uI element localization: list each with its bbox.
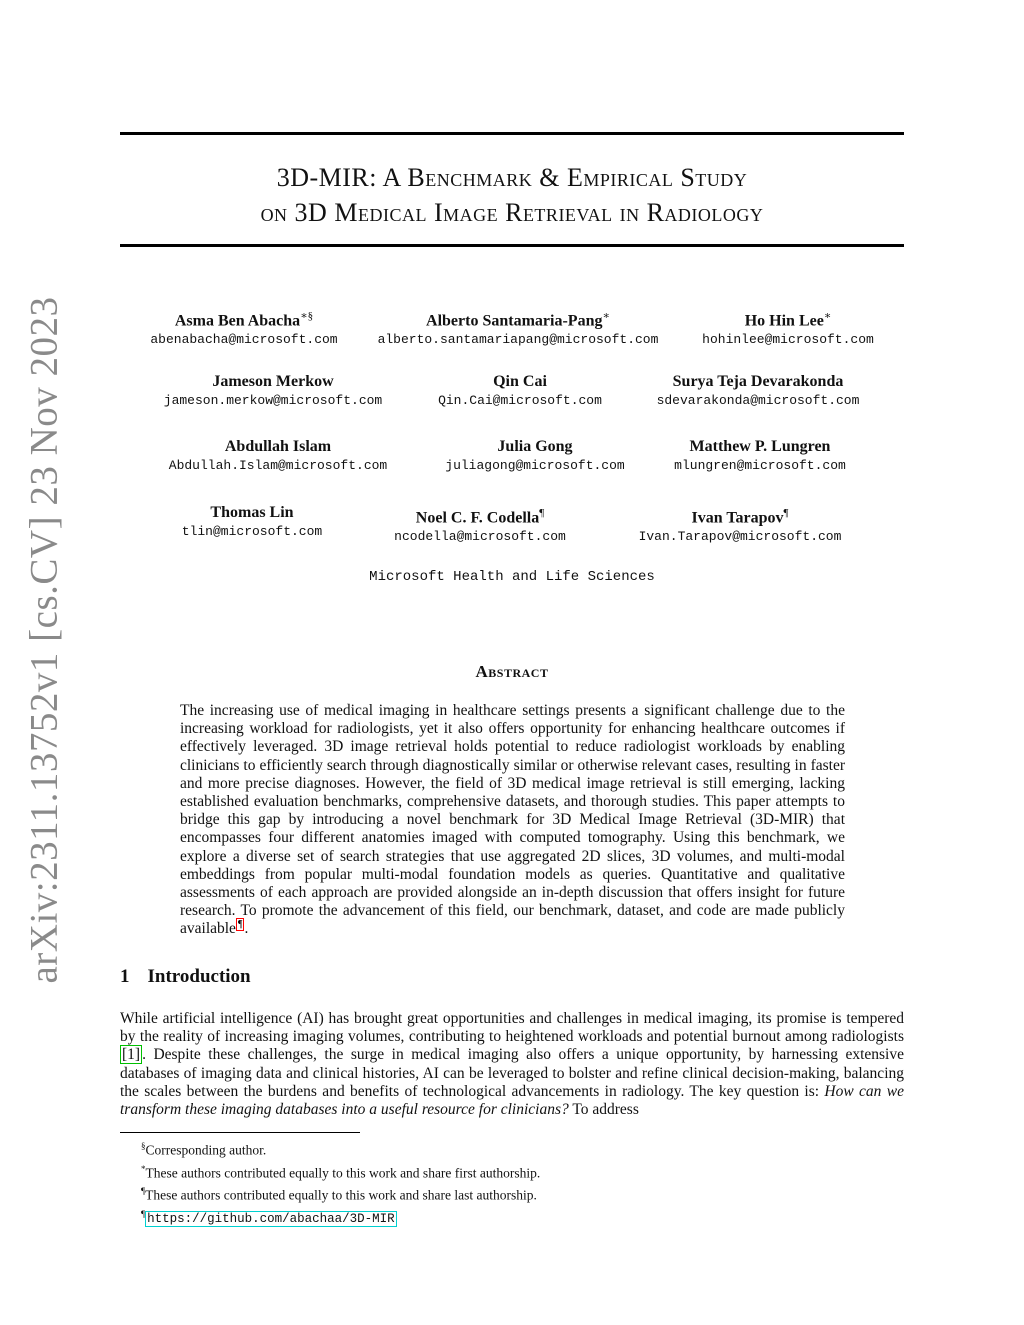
author-name: Jameson Merkow <box>212 373 334 390</box>
footnote-link[interactable]: ¶ <box>237 919 243 931</box>
author-email[interactable]: tlin@microsoft.com <box>181 524 323 539</box>
affiliation: Microsoft Health and Life Sciences <box>369 569 655 585</box>
section-title: Introduction <box>147 966 251 987</box>
author-name: Ivan Tarapov <box>691 509 784 527</box>
footnote-text: These authors contributed equally to this work and share last authorship. <box>145 1187 537 1203</box>
title-line-2: on 3D Medical Image Retrieval in Radiology <box>260 198 764 227</box>
author-block <box>638 306 938 349</box>
title-top-rule <box>120 132 904 135</box>
footnote-mark: § <box>141 1141 146 1151</box>
author-name: Noel C. F. Codella <box>415 509 540 527</box>
footnote <box>141 1160 540 1183</box>
author-block <box>128 437 428 475</box>
author-block <box>94 306 394 349</box>
author-email[interactable]: alberto.santamariapang@microsoft.com <box>377 332 659 348</box>
section-number: 1 <box>120 966 130 987</box>
author-block <box>610 437 910 475</box>
citation-link[interactable]: [1] <box>122 1046 141 1064</box>
author-mark: ¶ <box>783 507 789 519</box>
footnote-mark: ¶ <box>141 1186 146 1196</box>
author-mark: ∗ <box>602 310 610 322</box>
author-block <box>590 503 890 546</box>
author-email[interactable]: sdevarakonda@microsoft.com <box>656 393 860 408</box>
title-bottom-rule <box>120 244 904 247</box>
author-name: Qin Cai <box>493 373 547 390</box>
footnote <box>141 1205 540 1229</box>
author-name: Abdullah Islam <box>224 438 332 455</box>
paper-title <box>120 160 904 230</box>
footnote-mark: ¶ <box>141 1208 146 1219</box>
footnote-text: Corresponding author. <box>145 1142 267 1158</box>
footnote <box>141 1137 540 1160</box>
author-email[interactable]: Ivan.Tarapov@microsoft.com <box>638 529 842 545</box>
github-link[interactable]: https://github.com/abachaa/3D-MIR <box>147 1212 395 1226</box>
author-block <box>608 372 908 410</box>
footnote-text: These authors contributed equally to this work and share first authorship. <box>145 1165 541 1180</box>
author-mark: ∗§ <box>300 310 314 322</box>
author-email[interactable]: abenabacha@microsoft.com <box>150 332 338 348</box>
author-name: Thomas Lin <box>210 504 294 521</box>
abstract-heading: Abstract <box>475 662 549 681</box>
footnotes <box>141 1137 540 1228</box>
author-email[interactable]: jameson.merkow@microsoft.com <box>163 393 383 408</box>
author-name: Asma Ben Abacha <box>174 312 301 330</box>
author-email[interactable]: Qin.Cai@microsoft.com <box>438 393 602 408</box>
author-name: Matthew P. Lungren <box>689 438 831 455</box>
author-email[interactable]: mlungren@microsoft.com <box>674 458 846 473</box>
abstract-body <box>180 702 845 939</box>
abstract-text: The increasing use of medical imaging in healthcare settings presents a significant challenge due to the increasing workload for radiologists, yet it also offers opportunity for enhancing healthcare outcomes if effectively leveraged. 3D image retrieval holds potential to reduce radiologist workloads by enabling clinicians to efficiently search through diagnostically similar or otherwise relevant cases, resulting in faster and more precise diagnoses. However, the field of 3D medical image retrieval is still emerging, lacking established evaluation benchmarks, comprehensive datasets, and thorough studies. This paper attempts to bridge this gap by introducing a novel benchmark for 3D Medical Image Retrieval (3D-MIR) that encompasses four different anatomies imaged with computed tomography. Using this benchmark, we explore a diverse set of search strategies that use aggregated 2D slices, 3D volumes, and multi-modal embeddings from popular multi-modal foundation models as queries. Quantitative and qualitative assessments of each approach are provided alongside an in-depth discussion that offers insight for future research. To promote the advancement of this field, our benchmark, dataset, and code are made publicly available <box>180 702 845 938</box>
footnote-mark: * <box>141 1163 146 1174</box>
author-email[interactable]: juliagong@microsoft.com <box>445 458 625 473</box>
intro-paragraph <box>120 1010 904 1119</box>
footnote <box>141 1182 540 1205</box>
section-heading <box>120 966 251 988</box>
author-block <box>330 503 630 546</box>
author-email[interactable]: ncodella@microsoft.com <box>394 529 566 545</box>
footnote-rule <box>120 1132 360 1133</box>
arxiv-identifier: arXiv:2311.13752v1 [cs.CV] 23 Nov 2023 <box>22 296 66 984</box>
author-email[interactable]: hohinlee@microsoft.com <box>702 332 874 348</box>
author-name: Julia Gong <box>497 438 573 455</box>
intro-text-1: While artificial intelligence (AI) has brought great opportunities and challenges in medical imaging, its promise is tempered by the reality of increasing imaging volumes, contributing to heightened workloads and potential burnout among radiologists <box>120 1010 904 1046</box>
author-name: Ho Hin Lee <box>744 312 824 330</box>
author-mark: ¶ <box>539 507 545 519</box>
author-name: Alberto Santamaria-Pang <box>426 312 603 330</box>
author-mark: ∗ <box>823 310 832 322</box>
abstract-end: . <box>244 920 249 938</box>
author-block <box>368 306 668 349</box>
title-line-1: 3D-MIR: A Benchmark & Empirical Study <box>276 163 748 192</box>
intro-text-3: To address <box>568 1101 639 1119</box>
intro-text-2: . Despite these challenges, the surge in medical imaging also offers a unique opportunity, by harnessing extensive databases of imaging data and clinical histories, AI can be leveraged to bolster and refine clinical decision-making, balancing the scales between the burdens and benefits of technological advancements in radiology. The key question is: <box>120 1046 904 1100</box>
key-question: How can we transform these imaging databases into a useful resource for clinicians? <box>120 1082 904 1119</box>
author-name: Surya Teja Devarakonda <box>672 373 844 390</box>
author-email[interactable]: Abdullah.Islam@microsoft.com <box>168 458 388 473</box>
